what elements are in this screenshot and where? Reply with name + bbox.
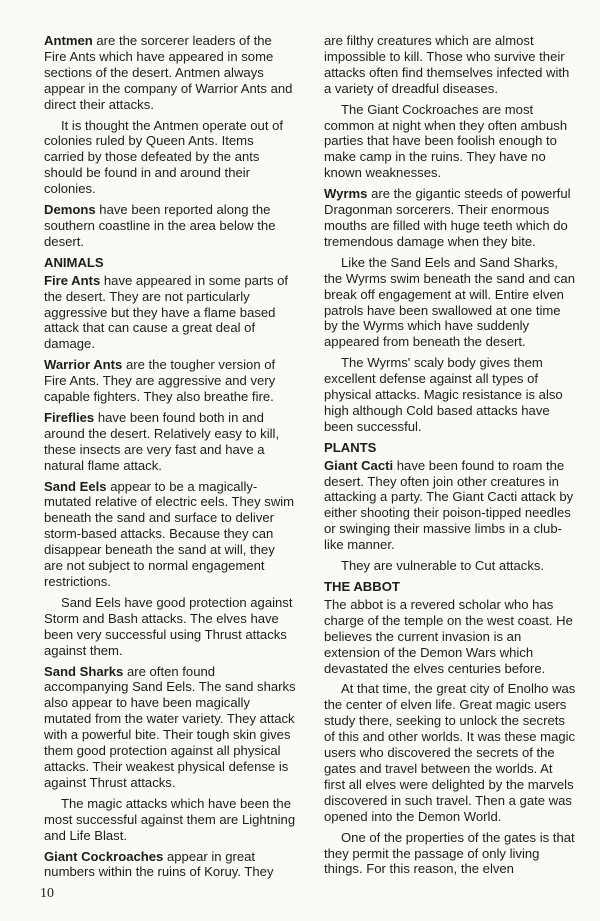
sand-sharks-entry xyxy=(44,664,296,791)
animals-heading: ANIMALS xyxy=(44,254,104,270)
sand-sharks-term: Sand Sharks xyxy=(44,663,124,679)
warrior-ants-entry xyxy=(44,357,296,405)
antmen-paragraph-2: It is thought the Antmen operate out of colonies ruled by Queen Ants. Items carried by those defeated by the ants should be found in and around their colonies. xyxy=(44,117,284,197)
fireflies-entry xyxy=(44,410,296,474)
antmen-entry xyxy=(44,33,296,113)
antmen-text: are the sorcerer leaders of the Fire Ants which have appeared in some sections of the desert. Antmen always appear in the company of Warrior Ants and direct their attacks. xyxy=(44,33,293,112)
fire-ants-entry xyxy=(44,273,296,353)
left-column xyxy=(44,33,296,885)
giant-cacti-entry xyxy=(324,458,576,553)
demons-term: Demons xyxy=(44,202,96,218)
fireflies-text: have been found both in and around the desert. Relatively easy to kill, these insects are very fast and have a natural flame attack. xyxy=(44,409,280,473)
abbot-heading: THE ABBOT xyxy=(324,579,400,594)
wyrms-paragraph-3: The Wyrms' scaly body gives them excellent defense against all types of physical attacks. Magic resistance is also high although Cold based attacks have been successful. xyxy=(324,355,563,434)
fire-ants-term: Fire Ants xyxy=(44,272,101,288)
wyrms-text: are the gigantic steeds of powerful Dragonman sorcerers. Their enormous mouths are filled with huge teeth which do tremendous damage when they bite. xyxy=(324,186,571,249)
demons-entry xyxy=(44,202,296,250)
abbot-paragraph-1: The abbot is a revered scholar who has charge of the temple on the west coast. He believes the current invasion is an extension of the Demon Wars which devastated the elves centuries before. xyxy=(324,596,573,676)
warrior-ants-text: are the tougher version of Fire Ants. They are aggressive and very capable fighters. They also breathe fire. xyxy=(44,357,276,405)
page-number: 10 xyxy=(40,886,54,901)
sand-sharks-paragraph-2: The magic attacks which have been the most successful against them are Lightning and Life Blast. xyxy=(44,795,296,843)
right-column xyxy=(324,33,576,882)
cockroach-continued: are filthy creatures which are almost impossible to kill. Those who survive their attacks often find themselves infected with a variety of dreadful diseases. xyxy=(324,33,570,96)
giant-cockroaches-text: appear in great numbers within the ruins of Koruy. They xyxy=(44,848,274,880)
warrior-ants-term: Warrior Ants xyxy=(44,357,123,373)
sand-eels-text: appear to be a magically-mutated relative of electric eels. They swim beneath the sand and surface to deliver storm-based attacks. Because they can disappear beneath the sand at will, they are not subject to normal engagement restrictions. xyxy=(44,478,295,589)
wyrms-term: Wyrms xyxy=(324,186,368,202)
fireflies-term: Fireflies xyxy=(44,409,95,425)
sand-eels-paragraph-2: Sand Eels have good protection against Storm and Bash attacks. The elves have been very successful using Thrust attacks against them. xyxy=(44,594,293,658)
giant-cacti-term: Giant Cacti xyxy=(324,457,394,473)
abbot-paragraph-2: At that time, the great city of Enolho was the center of elven life. Great magic users study there, seeking to unlock the secrets of this and other worlds. It was these magic users who discovered the secrets of the gates and travel between the worlds. At first all elves were delighted by the marvels discovered in such travel. Then a gate was opened into the Demon World. xyxy=(324,681,576,824)
demons-text: have been reported along the southern coastline in the area below the desert. xyxy=(44,202,276,249)
giant-cockroaches-term: Giant Cockroaches xyxy=(44,848,164,864)
sand-eels-term: Sand Eels xyxy=(44,478,107,494)
fire-ants-text: have appeared in some parts of the desert. They are not particularly aggressive but they have a flame based attack that can cause a great deal of damage. xyxy=(44,272,289,352)
giant-cacti-paragraph-2: They are vulnerable to Cut attacks. xyxy=(341,558,545,574)
sand-sharks-text: are often found accompanying Sand Eels. The sand sharks also appear to have been magically mutated from the water variety. They attack with a powerful bite. Their tough skin gives them good protection against all physical attacks. Their weakest physical defense is against Thrust attacks. xyxy=(44,663,296,790)
abbot-paragraph-3: One of the properties of the gates is that they permit the passage of only living things. For this reason, the elven xyxy=(324,829,575,877)
giant-cockroaches-entry xyxy=(44,849,296,881)
cockroach-paragraph-2: The Giant Cockroaches are most common at night when they often ambush parties that have been foolish enough to make camp in the ruins. They have no known weaknesses. xyxy=(324,101,568,181)
sand-eels-entry xyxy=(44,479,296,590)
wyrms-entry xyxy=(324,186,576,250)
giant-cacti-text: have been found to roam the desert. They often join other creatures in attacking a party. The Giant Cacti attack by either shooting their poison-tipped needles or swinging their massive limbs in a club-like manner. xyxy=(324,457,574,553)
antmen-term: Antmen xyxy=(44,33,93,48)
plants-heading: PLANTS xyxy=(324,439,377,455)
wyrms-paragraph-2: Like the Sand Eels and Sand Sharks, the Wyrms swim beneath the sand and can break off engagement at will. Entire elven patrols have been swallowed at one time by the Wyrms which have suddenly appeared from beneath the desert. xyxy=(324,254,575,350)
